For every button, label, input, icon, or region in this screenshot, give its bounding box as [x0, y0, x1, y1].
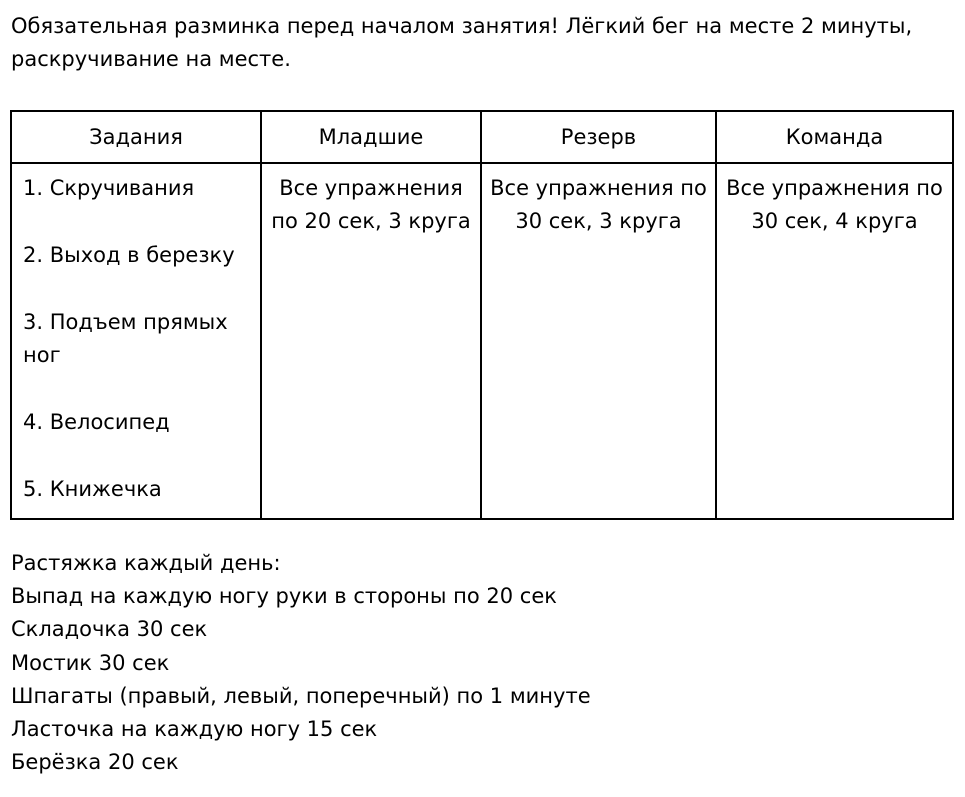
- task-item: 3. Подъем прямых ног: [23, 310, 228, 367]
- juniors-text: Все упражнения по 20 сек, 3 круга: [271, 176, 471, 233]
- task-item: 1. Скручивания: [23, 176, 195, 200]
- intro-text: Обязательная разминка перед началом занятия! Лёгкий бег на месте 2 минуты, раскручивание на месте.: [11, 14, 913, 71]
- juniors-cell: [261, 163, 481, 519]
- task-item: 2. Выход в березку: [23, 243, 235, 267]
- header-team: Команда: [716, 111, 953, 163]
- stretch-item: Складочка 30 сек: [11, 617, 208, 642]
- stretch-section: [11, 547, 591, 779]
- team-text: Все упражнения по 30 сек, 4 круга: [726, 176, 943, 233]
- task-item: 4. Велосипед: [23, 410, 170, 434]
- task-list: [12, 164, 260, 506]
- workout-table: [10, 110, 954, 520]
- stretch-item: Ласточка на каждую ногу 15 сек: [11, 717, 378, 742]
- table-row: [11, 163, 953, 519]
- reserve-text: Все упражнения по 30 сек, 3 круга: [490, 176, 707, 233]
- stretch-item: Мостик 30 сек: [11, 650, 170, 675]
- tasks-cell: [11, 163, 261, 519]
- task-item: 5. Книжечка: [23, 477, 162, 501]
- stretch-title: Растяжка каждый день:: [11, 551, 281, 575]
- table-header-row: [11, 111, 953, 163]
- header-reserve: Резерв: [481, 111, 716, 163]
- header-tasks: Задания: [11, 111, 261, 163]
- reserve-cell: [481, 163, 716, 519]
- stretch-item: Шпагаты (правый, левый, поперечный) по 1 минуте: [11, 683, 591, 708]
- stretch-item: Берёзка 20 сек: [11, 750, 179, 775]
- header-juniors: Младшие: [261, 111, 481, 163]
- stretch-item: Выпад на каждую ногу руки в стороны по 20 сек: [11, 584, 557, 609]
- team-cell: [716, 163, 953, 519]
